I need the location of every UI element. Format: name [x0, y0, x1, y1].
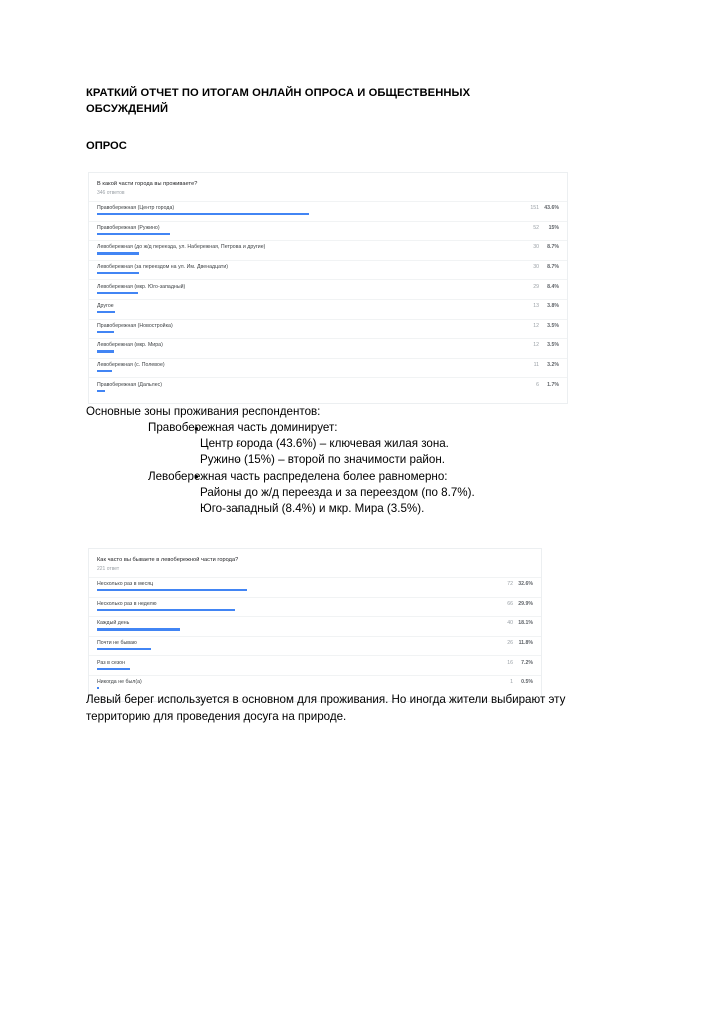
chart-row-label: Почти не бываю	[97, 639, 137, 646]
chart-row-values	[534, 362, 559, 369]
chart-row-percent: 11.8%	[518, 639, 533, 646]
chart-row-values	[536, 382, 559, 389]
chart-row	[89, 201, 567, 221]
chart-row-percent: 3.2%	[547, 361, 559, 368]
bullet-item	[86, 420, 475, 469]
chart-response-count: 221 ответ	[97, 566, 120, 572]
sub-bullet-item	[148, 436, 475, 452]
chart-row-label: Левобережная (мкр. Юго-западный)	[97, 283, 186, 290]
sub-bullet-item-label: ○ Районы до ж/д переезда и за переездом (по 8.7%).	[200, 485, 475, 501]
chart-rows	[89, 577, 541, 695]
chart-row-values	[533, 342, 559, 349]
document-content	[86, 86, 639, 155]
chart-row-percent: 3.5%	[547, 322, 559, 329]
chart-question: В какой части города вы проживаете?	[97, 181, 198, 187]
chart-row	[89, 577, 541, 597]
sub-bullet-list	[148, 485, 475, 517]
chart-row	[89, 597, 541, 617]
bullet-item-label: ● Левобережная часть распределена более равномерно:	[148, 469, 475, 485]
chart-row	[89, 636, 541, 656]
chart-rows	[89, 201, 567, 397]
chart-row-percent: 18.1%	[518, 620, 533, 627]
chart-row-values	[507, 660, 533, 667]
chart-row-bar	[97, 589, 247, 591]
chart-row-bar	[97, 213, 309, 215]
chart-row-count: 12	[533, 342, 539, 349]
chart-row	[89, 358, 567, 378]
chart-row-bar	[97, 272, 139, 274]
intro-paragraph: Основные зоны проживания респондентов:	[86, 405, 321, 418]
chart-row-count: 11	[533, 361, 539, 368]
chart-row-count: 12	[533, 322, 539, 329]
page-title: КРАТКИЙ ОТЧЕТ ПО ИТОГАМ ОНЛАЙН ОПРОСА И ОБЩЕСТВЕННЫХ ОБСУЖДЕНИЙ	[86, 87, 471, 115]
chart-row-bar	[97, 668, 130, 670]
chart-row-bar	[97, 252, 139, 254]
chart-row-bar	[97, 648, 151, 650]
chart-row-values	[533, 264, 559, 271]
chart-row-bar	[97, 311, 115, 313]
bullet-item	[86, 469, 475, 518]
chart-row-values	[533, 303, 559, 310]
survey-chart-residence-area	[88, 172, 568, 404]
chart-row-values	[533, 244, 559, 251]
chart-row	[89, 260, 567, 280]
chart-row-count: 13	[533, 303, 539, 310]
chart-row-percent: 3.8%	[547, 303, 559, 310]
chart-row-values	[507, 620, 533, 627]
chart-row-label: Левобережная (с. Полевое)	[97, 361, 165, 368]
chart-row-label: Правобережная (Дальлес)	[97, 381, 163, 388]
chart-row-count: 66	[507, 600, 513, 607]
chart-row-values	[533, 284, 559, 291]
chart-row-bar	[97, 350, 114, 352]
chart-row-label: Несколько раз в неделю	[97, 600, 157, 607]
chart-row-percent: 8.7%	[547, 263, 559, 270]
chart-row-percent: 32.6%	[518, 581, 533, 588]
chart-row-label: Правобережная (Ружино)	[97, 224, 160, 231]
chart-row-values	[507, 640, 533, 647]
chart-row	[89, 338, 567, 358]
chart-row-count: 26	[507, 639, 513, 646]
chart-row	[89, 616, 541, 636]
bullet-item-label: ● Правобережная часть доминирует:	[148, 420, 475, 436]
chart-row	[89, 377, 567, 397]
chart-row-values	[533, 225, 559, 232]
sub-bullet-item	[148, 452, 475, 468]
sub-bullet-item	[148, 485, 475, 501]
chart-row-count: 30	[533, 244, 539, 251]
chart-row-label: Левобережная (мкр. Мира)	[97, 342, 163, 349]
chart-header	[89, 556, 541, 573]
chart-row-percent: 43.6%	[544, 205, 559, 212]
chart-row-count: 29	[533, 283, 539, 290]
chart-row-count: 16	[507, 659, 513, 666]
chart-row	[89, 319, 567, 339]
chart-row-bar	[97, 370, 112, 372]
chart-row-percent: 29.9%	[518, 600, 533, 607]
chart-row-values	[507, 601, 533, 608]
bullet-list-container	[86, 420, 475, 517]
chart-row-percent: 8.7%	[547, 244, 559, 251]
chart-row-bar	[97, 687, 99, 689]
chart-row	[89, 655, 541, 675]
section-title: ОПРОС	[86, 140, 127, 152]
chart-header	[89, 180, 567, 197]
chart-row	[89, 240, 567, 260]
chart-row	[89, 221, 567, 241]
chart-row-label: Раз в сезон	[97, 659, 126, 666]
chart-row	[89, 279, 567, 299]
chart-row-count: 52	[533, 224, 539, 231]
chart-row-percent: 3.5%	[547, 342, 559, 349]
chart-row-values	[510, 679, 533, 686]
chart-row-count: 1	[510, 679, 513, 686]
bullet-list	[86, 420, 475, 517]
chart-row-percent: 1.7%	[547, 381, 559, 388]
chart-row-percent: 15%	[548, 224, 559, 231]
chart-row-count: 151	[530, 205, 539, 212]
chart-row-bar	[97, 628, 180, 630]
chart-row-label: Несколько раз в месяц	[97, 581, 154, 588]
chart-row	[89, 299, 567, 319]
chart-row-label: Никогда не был(а)	[97, 679, 142, 686]
chart-row-count: 30	[533, 263, 539, 270]
sub-bullet-list	[148, 436, 475, 468]
chart-row-percent: 8.4%	[547, 283, 559, 290]
chart-row-count: 6	[536, 381, 539, 388]
chart-row-values	[533, 323, 559, 330]
chart-row-bar	[97, 292, 138, 294]
chart-row-count: 40	[507, 620, 513, 627]
chart-row-bar	[97, 233, 170, 235]
chart-row-percent: 7.2%	[521, 659, 533, 666]
chart-row-values	[530, 205, 559, 212]
sub-bullet-item-label: ○ Центр города (43.6%) – ключевая жилая зона.	[200, 436, 475, 452]
chart-row-bar	[97, 390, 105, 392]
chart-row-count: 72	[507, 581, 513, 588]
sub-bullet-item-label: ○ Юго-западный (8.4%) и мкр. Мира (3.5%).	[200, 501, 475, 517]
chart-row-label: Правобережная (Центр города)	[97, 205, 175, 212]
sub-bullet-item-label: ○ Ружино (15%) – второй по значимости район.	[200, 452, 475, 468]
chart-row-label: Правобережная (Новостройка)	[97, 322, 173, 329]
chart-row-label: Другое	[97, 303, 114, 310]
chart-row-values	[507, 581, 533, 588]
chart-row-label: Левобережная (за переездом на ул. Им. Двенадцати)	[97, 263, 229, 270]
chart-row-label: Левобережная (до ж/д переезда, ул. Набережная, Петрова и другие)	[97, 244, 266, 251]
chart-row-bar	[97, 331, 114, 333]
chart-row-bar	[97, 609, 235, 611]
sub-bullet-item	[148, 501, 475, 517]
chart-question: Как часто вы бываете в левобережной части города?	[97, 557, 239, 563]
chart-row-label: Каждый день	[97, 620, 130, 627]
chart-row-percent: 0.5%	[521, 679, 533, 686]
chart-response-count: 346 ответов	[97, 190, 125, 196]
survey-chart-visit-frequency	[88, 548, 542, 702]
final-paragraph: Левый берег используется в основном для проживания. Но иногда жители выбирают эту территорию для проведения досуга на природе.	[86, 693, 566, 723]
